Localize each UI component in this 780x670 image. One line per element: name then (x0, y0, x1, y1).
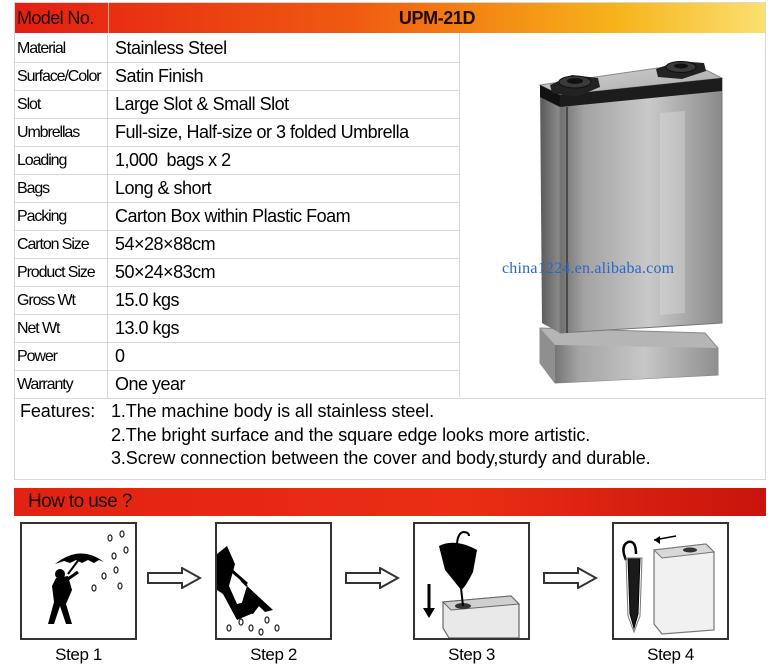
spec-label: Power (17, 348, 57, 365)
spec-label: Carton Size (17, 236, 89, 253)
spec-value: Carton Box within Plastic Foam (115, 206, 351, 226)
step-3-panel (413, 522, 530, 640)
step-3-label: Step 3 (448, 645, 495, 664)
person-with-umbrella-in-rain-icon (22, 524, 135, 638)
arrow-right-icon (146, 567, 202, 589)
spec-value: 13.0 kgs (115, 318, 180, 338)
spec-label: Product Size (17, 264, 95, 281)
spec-row-umbrellas (15, 119, 459, 147)
spec-label: Surface/Color (17, 68, 101, 85)
spec-value: 54×28×88cm (115, 234, 216, 254)
spec-row-net-weight (15, 315, 459, 343)
features-label: Features: (20, 401, 96, 421)
feature-item: 2.The bright surface and the square edge looks more artistic. (111, 425, 591, 445)
spec-table (15, 35, 459, 399)
spec-value: 50×24×83cm (115, 262, 216, 282)
model-header (15, 3, 765, 33)
arrow-right-icon (542, 567, 598, 589)
watermark: china1224.en.alibaba.com (502, 260, 675, 277)
spec-label: Gross Wt (17, 292, 75, 309)
spec-row-surface (15, 63, 459, 91)
umbrella-in-bag-icon (614, 524, 727, 638)
step-4-panel (612, 522, 729, 640)
features-section (15, 398, 765, 399)
product-photo (460, 33, 765, 397)
spec-row-slot (15, 91, 459, 119)
step-1-panel (20, 522, 137, 640)
model-number: UPM-21D (398, 8, 476, 28)
person-closing-wet-umbrella-icon (217, 524, 330, 638)
spec-value: 15.0 kgs (115, 290, 180, 310)
spec-value: Stainless Steel (115, 38, 227, 58)
step-1-label: Step 1 (55, 645, 102, 664)
spec-value: 0 (115, 346, 125, 366)
how-to-use-title: How to use ? (28, 491, 132, 512)
step-4-label: Step 4 (647, 645, 694, 664)
umbrella-bag-dispenser-icon (460, 33, 765, 397)
spec-row-loading (15, 147, 459, 175)
spec-row-power (15, 343, 459, 371)
spec-label: Packing (17, 208, 67, 225)
spec-row-packing (15, 203, 459, 231)
step-2-label: Step 2 (250, 645, 297, 664)
arrow-right-icon (344, 567, 400, 589)
spec-row-carton-size (15, 231, 459, 259)
model-label: Model No. (17, 8, 94, 28)
how-to-use-bar (14, 488, 766, 516)
spec-row-product-size (15, 259, 459, 287)
feature-item: 1.The machine body is all stainless steel. (111, 401, 434, 421)
spec-row-warranty (15, 371, 459, 399)
insert-umbrella-into-slot-icon (415, 524, 528, 638)
spec-label: Loading (17, 152, 67, 169)
spec-label: Net Wt (17, 320, 60, 337)
spec-value: Satin Finish (115, 66, 204, 86)
spec-value: Long & short (115, 178, 212, 198)
spec-value: Large Slot & Small Slot (115, 94, 289, 114)
feature-item: 3.Screw connection between the cover and body,sturdy and durable. (111, 448, 651, 468)
step-2-panel (215, 522, 332, 640)
spec-label: Warranty (17, 376, 73, 393)
spec-row-gross-weight (15, 287, 459, 315)
spec-row-material (15, 35, 459, 63)
spec-label: Umbrellas (17, 124, 80, 141)
spec-label: Material (17, 40, 66, 57)
spec-row-bags (15, 175, 459, 203)
spec-label: Slot (17, 96, 41, 113)
spec-label: Bags (17, 180, 50, 197)
spec-value: 1,000 bags x 2 (115, 150, 231, 170)
spec-value: One year (115, 374, 186, 394)
spec-value: Full-size, Half-size or 3 folded Umbrella (115, 122, 409, 142)
